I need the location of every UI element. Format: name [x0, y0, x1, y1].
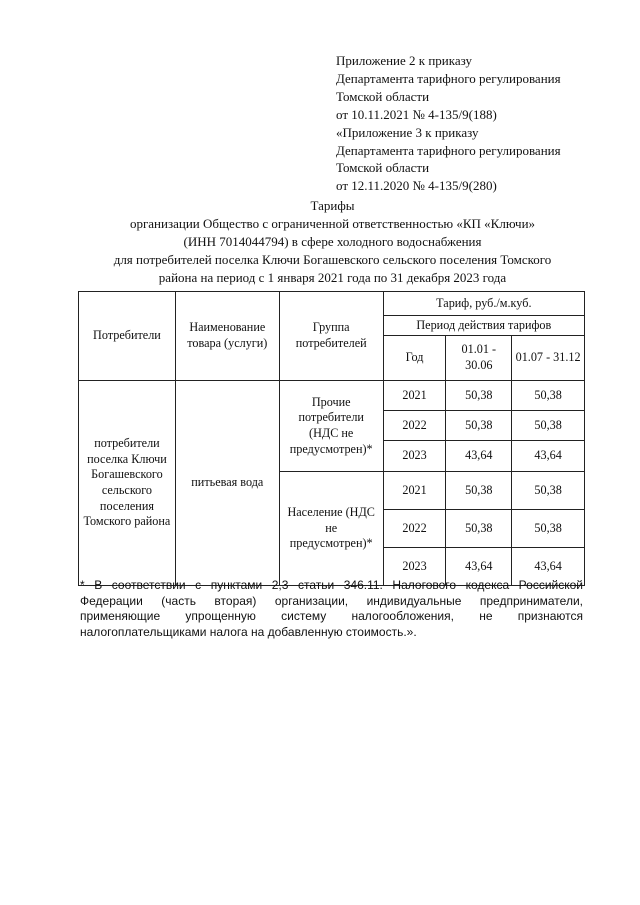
appendix-line: Департамента тарифного регулирования [336, 70, 561, 86]
group-cell: Прочие потребители (НДС не предусмотрен)* [279, 381, 383, 472]
heading-line: организации Общество с ограниченной ответственностью «КП «Ключи» [129, 215, 536, 231]
year-cell: 2021 [383, 472, 446, 510]
tariff-cell: 50,38 [512, 411, 585, 441]
tariff-cell: 50,38 [446, 510, 512, 548]
header-half-1: 01.01 - 30.06 [446, 336, 512, 381]
tariff-cell: 50,38 [446, 472, 512, 510]
appendix-line: от 10.11.2021 № 4-135/9(188) [336, 106, 497, 122]
tariff-cell: 50,38 [446, 411, 512, 441]
table-row [79, 381, 585, 411]
year-cell: 2022 [383, 411, 446, 441]
appendix-line: Приложение 2 к приказу [336, 53, 473, 68]
heading-line: для потребителей поселка Ключи Богашевского сельского поселения Томского [113, 251, 552, 267]
year-cell: 2023 [383, 548, 446, 586]
appendix-line: от 12.11.2020 № 4-135/9(280) [336, 178, 497, 194]
footnote-line: применяющие упрощенную систему налогообложения, не признаются [80, 609, 583, 624]
tariff-cell: 43,64 [446, 548, 512, 586]
year-cell: 2021 [383, 381, 446, 411]
appendix-line: Томской области [336, 160, 430, 176]
appendix-line: Департамента тарифного регулирования [336, 142, 561, 158]
tariff-table [78, 291, 585, 586]
header-half-2: 01.07 - 31.12 [512, 336, 585, 381]
tariff-cell: 50,38 [512, 510, 585, 548]
tariff-cell: 43,64 [446, 441, 512, 472]
appendix-line: Томской области [336, 88, 430, 104]
goods-cell: питьевая вода [175, 381, 279, 586]
heading-line: (ИНН 7014044794) в сфере холодного водоснабжения [183, 233, 482, 249]
appendix-header [336, 52, 561, 195]
tariff-cell: 50,38 [446, 381, 512, 411]
tariff-cell: 50,38 [512, 381, 585, 411]
tariff-cell: 50,38 [512, 472, 585, 510]
header-goods: Наименование товара (услуги) [175, 292, 279, 381]
tariff-cell: 43,64 [512, 548, 585, 586]
year-cell: 2022 [383, 510, 446, 548]
header-period: Период действия тарифов [383, 316, 584, 336]
header-consumers: Потребители [79, 292, 176, 381]
document-heading [80, 197, 585, 287]
footnote [80, 578, 583, 640]
footnote-line: Федерации (часть вторая) организации, индивидуальные предприниматели, [80, 593, 583, 608]
header-group: Группа потребителей [279, 292, 383, 381]
header-tariff: Тариф, руб./м.куб. [383, 292, 584, 316]
header-year: Год [383, 336, 446, 381]
appendix-line: «Приложение 3 к приказу [336, 124, 479, 140]
group-cell: Население (НДС не предусмотрен)* [279, 472, 383, 586]
consumer-cell: потребители поселка Ключи Богашевского сельского поселения Томского района [79, 381, 176, 586]
heading-line: района на период с 1 января 2021 года по 31 декабря 2023 года [158, 269, 507, 285]
page-title: Тарифы [310, 198, 355, 213]
year-cell: 2023 [383, 441, 446, 472]
footnote-line: налогоплательщиками налога на добавленную стоимость.». [80, 624, 417, 639]
footnote-line: * В соответствии с пунктами 2,3 статьи 346.11. Налогового кодекса Российской [80, 578, 583, 592]
tariff-cell: 43,64 [512, 441, 585, 472]
